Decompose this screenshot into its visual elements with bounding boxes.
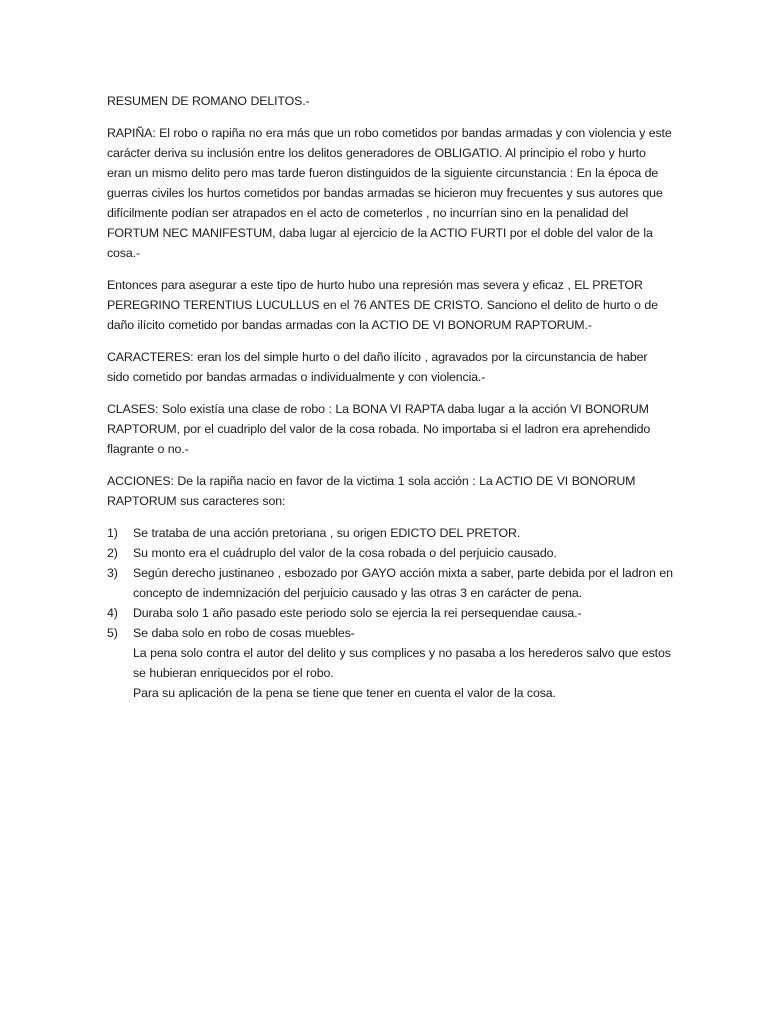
list-item-text: Se trataba de una acción pretoriana , su origen EDICTO DEL PRETOR. [133, 526, 521, 540]
list-item-note-application: Para su aplicación de la pena se tiene que tener en cuenta el valor de la cosa. [133, 686, 556, 700]
document-body [107, 91, 673, 703]
list-item [107, 543, 673, 563]
paragraph-acciones: ACCIONES: De la rapiña nacio en favor de la victima 1 sola acción : La ACTIO DE VI BONORUM RAPTORUM sus caracteres son: [107, 474, 636, 508]
list-item-text: Se daba solo en robo de cosas muebles- [133, 626, 355, 640]
paragraph-clases: CLASES: Solo existía una clase de robo : La BONA VI RAPTA daba lugar a la acción VI BONORUM RAPTORUM, por el cuadriplo del valor de la cosa robada. No importaba si el ladron era aprehendido flagrante o no.- [107, 402, 651, 456]
list-number: 4) [107, 606, 118, 620]
paragraph-caracteres: CARACTERES: eran los del simple hurto o del daño ilícito , agravados por la circunstancia de haber sido cometido por bandas armadas o individualmente y con violencia.- [107, 350, 648, 384]
list-item [107, 623, 673, 703]
list-item [107, 523, 673, 543]
document-title: RESUMEN DE ROMANO DELITOS.- [107, 94, 310, 108]
list-number: 5) [107, 626, 118, 640]
list-item-note-penalty: La pena solo contra el autor del delito y sus complices y no pasaba a los herederos salvo que estos se hubieran enriquecidos por el robo. [133, 646, 671, 680]
list-item-text: Duraba solo 1 año pasado este periodo solo se ejercia la rei persequendae causa.- [133, 606, 582, 620]
paragraph-rapina: RAPIÑA: El robo o rapiña no era más que un robo cometidos por bandas armadas y con violencia y este carácter deriva su inclusión entre los delitos generadores de OBLIGATIO. Al principio el robo y hurto eran un mismo delito pero mas tarde fueron distinguidos de la siguiente circunstancia : En la época de guerras civiles los hurtos cometidos por bandas armadas se hicieron muy frecuentes y sus autores que difícilmente podían ser atrapados en el acto de cometerlos , no incurrían sino en la penalidad del FORTUM NEC MANIFESTUM, daba lugar al ejercicio de la ACTIO FURTI por el doble del valor de la cosa.- [107, 126, 672, 260]
list-number: 2) [107, 546, 118, 560]
list-item [107, 563, 673, 603]
characteristics-list [107, 523, 673, 703]
list-item [107, 603, 673, 623]
paragraph-pretor: Entonces para asegurar a este tipo de hurto hubo una represión mas severa y eficaz , EL PRETOR PEREGRINO TERENTIUS LUCULLUS en el 76 ANTES DE CRISTO. Sanciono el delito de hurto o de daño ilícito cometido por bandas armadas con la ACTIO DE VI BONORUM RAPTORUM.- [107, 278, 658, 332]
list-item-text: Su monto era el cuádruplo del valor de la cosa robada o del perjuicio causado. [133, 546, 557, 560]
list-item-text: Según derecho justinaneo , esbozado por GAYO acción mixta a saber, parte debida por el ladron en concepto de indemnización del perjuicio causado y las otras 3 en carácter de pena. [133, 566, 673, 600]
list-number: 3) [107, 566, 118, 580]
list-number: 1) [107, 526, 118, 540]
